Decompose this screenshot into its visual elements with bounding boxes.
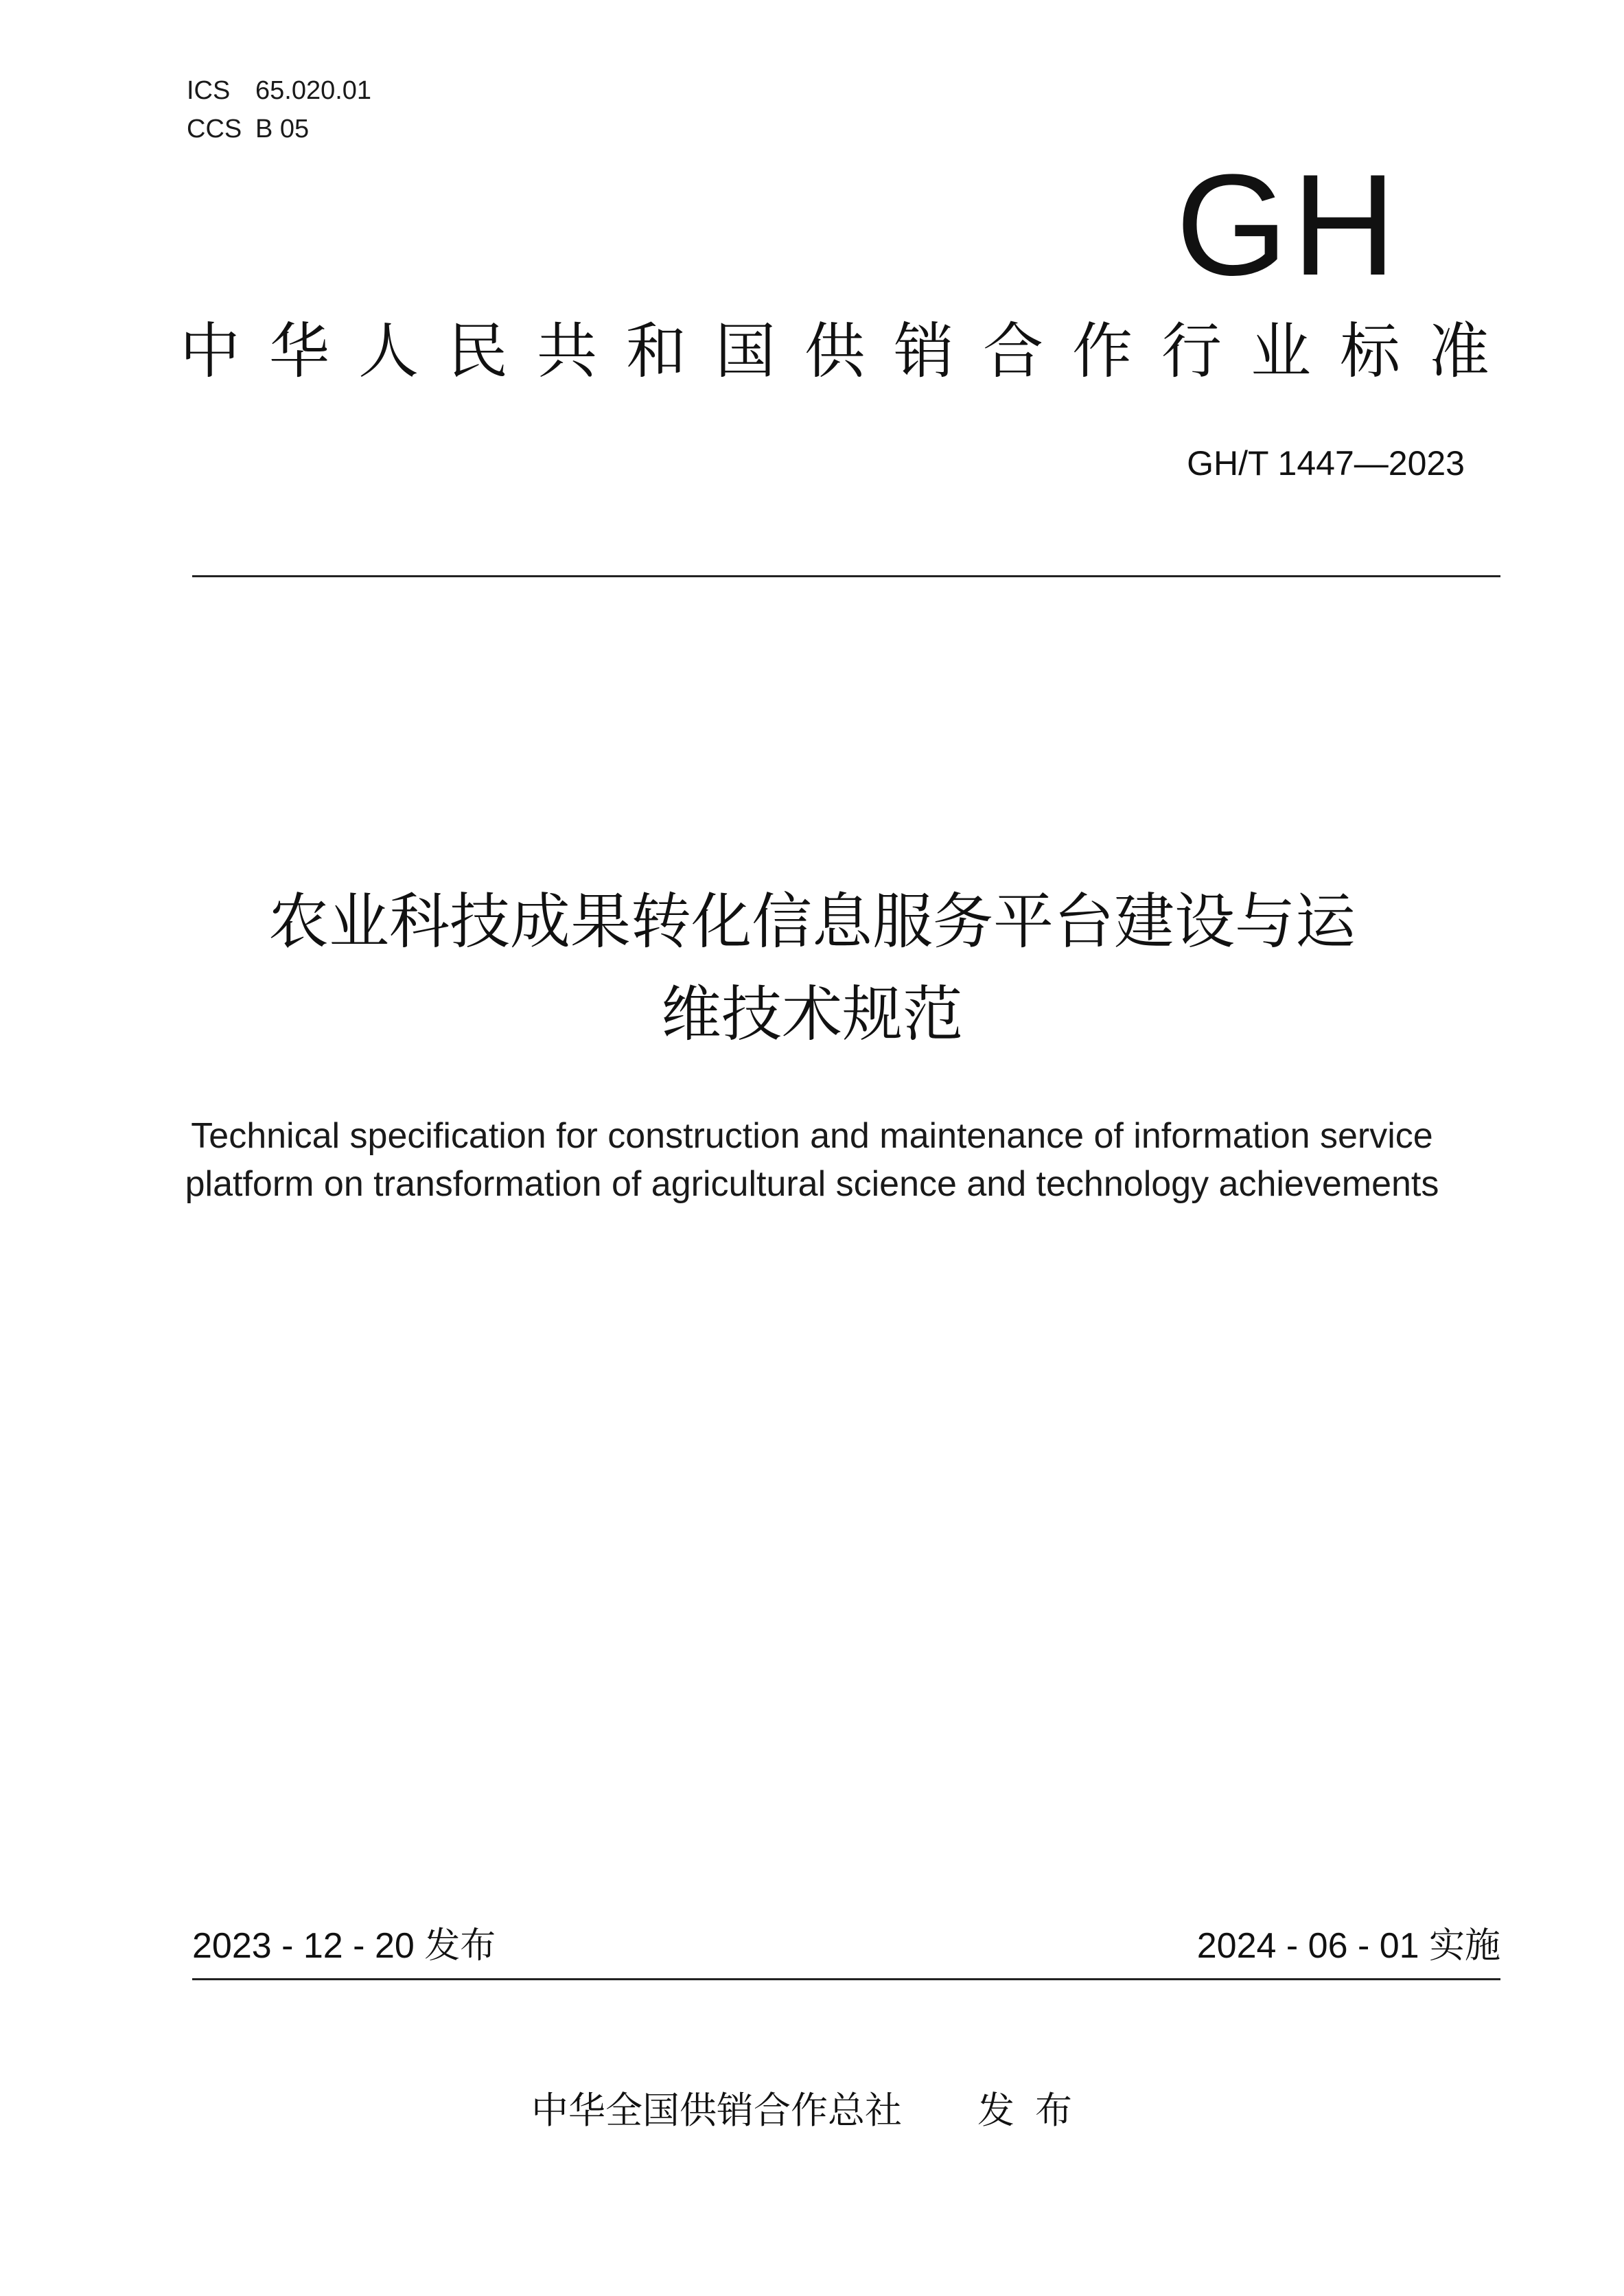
chinese-title-line-2: 维技术规范 <box>660 979 963 1050</box>
english-title-line-2: platform on transformation of agricultural science and technology achievements <box>185 1164 1439 1204</box>
header-divider <box>192 575 1500 577</box>
standard-category-title: 中华人民共和国供销合作行业标准 <box>180 316 1519 386</box>
publisher-line <box>0 2087 1624 2135</box>
ics-label: ICS <box>187 76 231 105</box>
publisher-action: 发布 <box>977 2089 1093 2132</box>
effective-date: 2024 - 06 - 01 实施 <box>1196 1926 1500 1966</box>
ics-code: 65.020.01 <box>255 76 372 105</box>
gh-standard-logo: GH <box>1176 144 1400 305</box>
english-title-line-1: Technical specification for construction and maintenance of information service <box>191 1116 1433 1156</box>
issue-date: 2023 - 12 - 20 发布 <box>192 1926 496 1966</box>
publisher-name: 中华全国供销合作总社 <box>531 2089 902 2132</box>
footer-divider <box>192 1978 1500 1980</box>
ccs-classification <box>187 114 309 144</box>
ics-classification <box>187 76 371 106</box>
standard-number: GH/T 1447—2023 <box>1187 444 1465 483</box>
chinese-title-line-1: 农业科技成果转化信息服务平台建设与运 <box>268 886 1356 957</box>
ccs-label: CCS <box>187 115 242 143</box>
ccs-code: B 05 <box>255 115 310 143</box>
